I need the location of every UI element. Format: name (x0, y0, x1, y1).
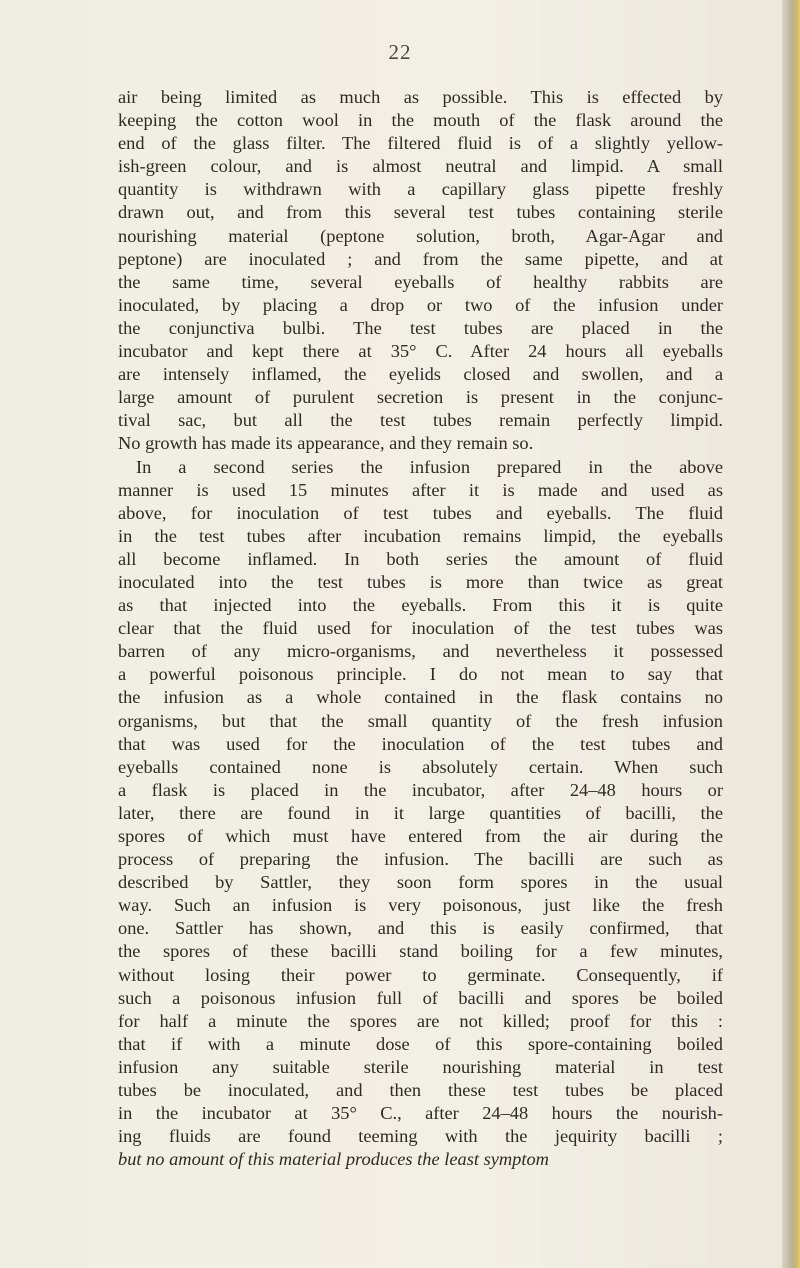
text-line: that if with a minute dose of this spore-containing boiled (118, 1033, 723, 1054)
text-line: the same time, several eyeballs of healthy rabbits are (118, 271, 723, 292)
text-line: without losing their power to germinate. Consequently, if (118, 964, 723, 985)
text-line: ing fluids are found teeming with the jequirity bacilli ; (118, 1126, 723, 1147)
body-text (118, 86, 723, 1171)
text-line: the spores of these bacilli stand boiling for a few minutes, (118, 941, 723, 962)
text-line: later, there are found in it large quantities of bacilli, the (118, 802, 723, 823)
text-line: large amount of purulent secretion is present in the conjunc- (118, 387, 723, 408)
text-line: end of the glass filter. The filtered fluid is of a slightly yellow- (118, 133, 723, 154)
page-edge (782, 0, 800, 1268)
text-line: all become inflamed. In both series the amount of fluid (118, 548, 723, 569)
text-line: spores of which must have entered from the air during the (118, 826, 723, 846)
text-line: one. Sattler has shown, and this is easily confirmed, that (118, 918, 723, 939)
text-line: described by Sattler, they soon form spores in the usual (118, 872, 723, 893)
text-line: In a second series the infusion prepared in the above (136, 456, 723, 477)
text-line: in the test tubes after incubation remains limpid, the eyeballs (118, 525, 723, 546)
text-line: a powerful poisonous principle. I do not mean to say that (118, 664, 723, 685)
text-line: No growth has made its appearance, and they remain so. (118, 433, 534, 454)
text-line: quantity is withdrawn with a capillary glass pipette freshly (118, 179, 723, 200)
text-line: inoculated into the test tubes is more than twice as great (118, 571, 723, 592)
text-line: in the incubator at 35° C., after 24–48 hours the nourish- (118, 1103, 723, 1124)
text-line: as that injected into the eyeballs. From this it is quite (118, 595, 723, 616)
text-line: are intensely inflamed, the eyelids closed and swollen, and a (118, 364, 723, 385)
text-line: drawn out, and from this several test tubes containing sterile (118, 202, 723, 223)
text-line: a flask is placed in the incubator, after 24–48 hours or (118, 779, 723, 800)
text-line: process of preparing the infusion. The bacilli are such as (118, 849, 723, 870)
text-line: for half a minute the spores are not killed; proof for this : (118, 1010, 723, 1031)
page-number: 22 (388, 40, 412, 64)
text-line: above, for inoculation of test tubes and eyeballs. The fluid (118, 502, 723, 523)
text-line: incubator and kept there at 35° C. After 24 hours all eyeballs (118, 341, 723, 362)
text-line: organisms, but that the small quantity of the fresh infusion (118, 710, 723, 731)
text-line: tival sac, but all the test tubes remain perfectly limpid. (118, 410, 723, 431)
text-line: nourishing material (peptone solution, broth, Agar-Agar and (118, 225, 723, 246)
text-line: such a poisonous infusion full of bacilli and spores be boiled (118, 987, 723, 1008)
text-line: the infusion as a whole contained in the flask contains no (118, 687, 723, 708)
text-line: clear that the fluid used for inoculation of the test tubes was (118, 618, 723, 639)
text-line: that was used for the inoculation of the test tubes and (118, 733, 723, 754)
text-line: barren of any micro-organisms, and nevertheless it possessed (118, 641, 723, 662)
text-line: the conjunctiva bulbi. The test tubes are placed in the (118, 317, 723, 338)
text-line: air being limited as much as possible. This is effected by (118, 87, 723, 107)
text-line: way. Such an infusion is very poisonous, just like the fresh (118, 895, 723, 916)
text-line: infusion any suitable sterile nourishing material in test (118, 1056, 723, 1077)
text-line: peptone) are inoculated ; and from the same pipette, and at (118, 248, 723, 269)
text-line: manner is used 15 minutes after it is made and used as (118, 479, 723, 500)
text-line: ish-green colour, and is almost neutral and limpid. A small (118, 156, 723, 177)
text-line: but no amount of this material produces the least symptom (118, 1149, 549, 1170)
text-line: eyeballs contained none is absolutely certain. When such (118, 756, 723, 777)
text-line: keeping the cotton wool in the mouth of the flask around the (118, 110, 723, 131)
text-line: tubes be inoculated, and then these test tubes be placed (118, 1080, 723, 1101)
text-line: inoculated, by placing a drop or two of the infusion under (118, 294, 723, 315)
